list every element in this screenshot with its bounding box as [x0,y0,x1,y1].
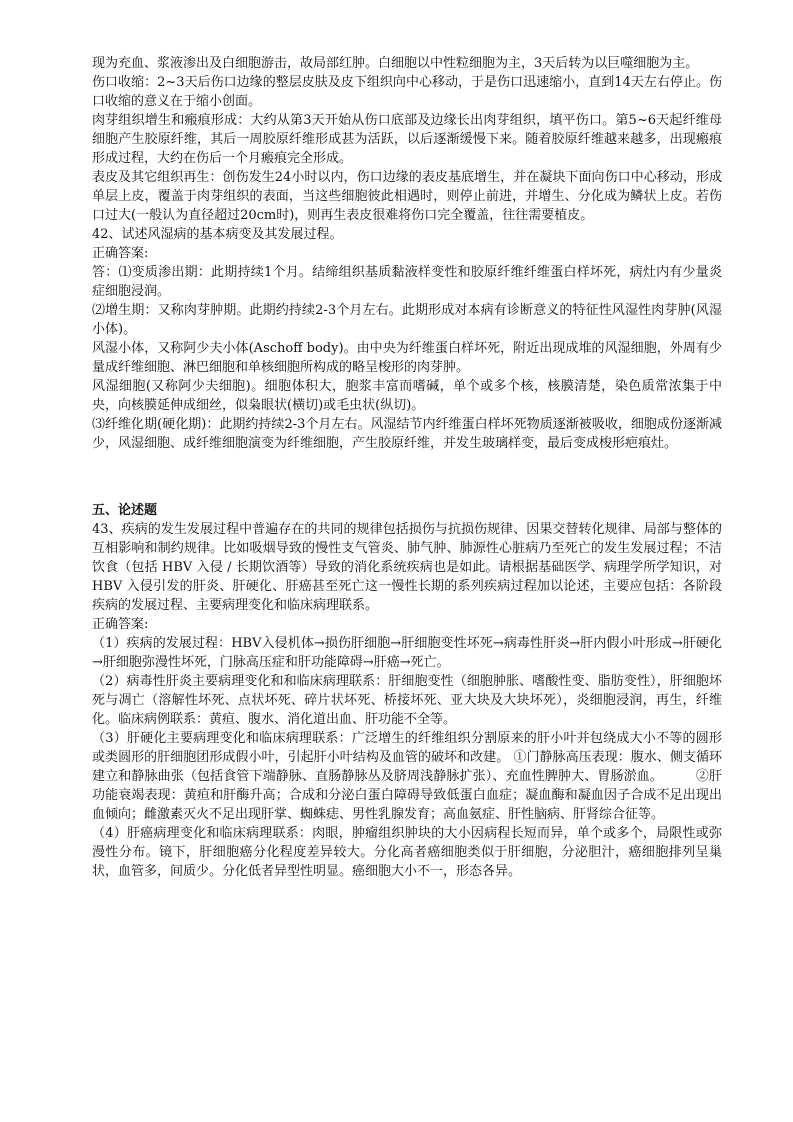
paragraph-granulation-tissue: 肉芽组织增生和瘢痕形成：大约从第3天开始从伤口底部及边缘长出肉芽组织，填平伤口。第5~6天起纤维母细胞产生胶原纤维，其后一周胶原纤维形成甚为活跃，以后逐渐缓慢下来。随着胶原纤维越来越多，出现瘢痕形成过程，大约在伤后一个月瘢痕完全形成。 [92,113,722,166]
answer-42-aschoff-cell: 风湿细胞(又称阿少夫细胞)。细胞体积大，胞浆丰富而嗜碱，单个或多个核，核膜清楚，染色质常浓集于中央，向核膜延伸成细丝，似枭眼状(横切)或毛虫状(纵切)。 [92,379,722,413]
answer-42-stage-2: ⑵增生期：又称肉芽肿期。此期约持续2-3个月左右。此期形成对本病有诊断意义的特征性风湿性肉芽肿(风湿小体)。 [92,303,722,337]
paragraph-wound-contraction: 伤口收缩：2~3天后伤口边缘的整层皮肤及皮下组织向中心移动，于是伤口迅速缩小，直到14天左右停止。伤口收缩的意义在于缩小创面。 [92,75,722,109]
answer-43-part-4: （4）肝癌病理变化和临床病理联系：肉眼，肿瘤组织肿块的大小因病程长短而异，单个或多个，局限性或弥漫性分布。镜下，肝细胞癌分化程度差异较大。分化高者癌细胞类似于肝细胞，分泌胆汁，癌细胞排列呈巢状，血管多，间质少。分化低者异型性明显。癌细胞大小不一，形态各异。 [92,826,722,879]
question-42: 42、试述风湿病的基本病变及其发展过程。 [92,227,343,242]
answer-label-42: 正确答案: [92,246,149,261]
question-43: 43、疾病的发生发展过程中普遍存在的共同的规律包括损伤与抗损伤规律、因果交替转化规律、局部与整体的互相影响和制约规律。比如吸烟导致的慢性支气管炎、肺气肿、肺源性心脏病乃至死亡的发生发展过程；不洁饮食（包括 HBV 入侵 / 长期饮酒等）导致的消化系统疾病也是如此。请根据基础医学、病理学所学知识，对 HBV 入侵引发的肝炎、肝硬化、肝癌甚至死亡这一慢性长期的系列疾病过程加以论述，主要应包括：各阶段疾病的发展过程、主要病理变化和临床病理联系。 [92,522,722,613]
document-page [92,54,722,881]
answer-42-aschoff-body: 风湿小体，又称阿少夫小体(Aschoff body)。由中央为纤维蛋白样坏死，附近出现成堆的风湿细胞，外周有少量成纤维细胞、淋巴细胞和单核细胞所构成的略呈梭形的肉芽肿。 [92,341,722,375]
paragraph-inflammation: 现为充血、浆液渗出及白细胞游击，故局部红肿。白细胞以中性粒细胞为主，3天后转为以巨噬细胞为主。 [92,56,699,71]
answer-43-part-2: （2）病毒性肝炎主要病理变化和和临床病理联系：肝细胞变性（细胞肿胀、嗜酸性变、脂肪变性），肝细胞坏死与凋亡（溶解性坏死、点状坏死、碎片状坏死、桥接坏死、亚大块及大块坏死），炎细胞浸润，再生，纤维化。临床病例联系：黄疸、腹水、消化道出血、肝功能不全等。 [92,674,722,727]
answer-43-part-1: （1）疾病的发展过程：HBV入侵机体→损伤肝细胞→肝细胞变性坏死→病毒性肝炎→肝内假小叶形成→肝硬化→肝细胞弥漫性坏死，门脉高压症和肝功能障碍→肝癌→死亡。 [92,636,722,670]
section-title-essay: 五、论述题 [92,503,158,518]
answer-label-43: 正确答案: [92,617,149,632]
answer-43-part-3: （3）肝硬化主要病理变化和临床病理联系：广泛增生的纤维组织分割原来的肝小叶并包绕成大小不等的圆形或类圆形的肝细胞团形成假小叶，引起肝小叶结构及血管的破坏和改建。 ①门静脉高压表现：腹水、侧支循环建立和静脉曲张（包括食管下端静脉、直肠静脉丛及脐周浅静脉扩张）、充血性脾肿大、胃肠淤血。 ②肝功能衰竭表现：黄疸和肝酶升高；合成和分泌白蛋白障碍导致低蛋白血症；凝血酶和凝血因子合成不足出现出血倾向；雌激素灭火不足出现肝掌、蜘蛛痣、男性乳腺发育；高血氨症、肝性脑病、肝肾综合征等。 [92,731,722,822]
paragraph-epidermis-regeneration: 表皮及其它组织再生：创伤发生24小时以内，伤口边缘的表皮基底增生，并在凝块下面向伤口中心移动，形成单层上皮，覆盖于肉芽组织的表面，当这些细胞彼此相遇时，则停止前进，并增生、分化成为鳞状上皮。若伤口过大(一般认为直径超过20cm时)，则再生表皮很难将伤口完全覆盖，往往需要植皮。 [92,170,722,223]
answer-42-stage-1: 答：⑴变质渗出期：此期持续1个月。结缔组织基质黏液样变性和胶原纤维纤维蛋白样坏死，病灶内有少量炎症细胞浸润。 [92,265,722,299]
answer-42-stage-3: ⑶纤维化期(硬化期)：此期约持续2-3个月左右。风湿结节内纤维蛋白样坏死物质逐渐被吸收，细胞成份逐渐减少，风湿细胞、成纤维细胞演变为纤维细胞，产生胶原纤维，并发生玻璃样变，最后变成梭形疤痕灶。 [92,417,722,451]
